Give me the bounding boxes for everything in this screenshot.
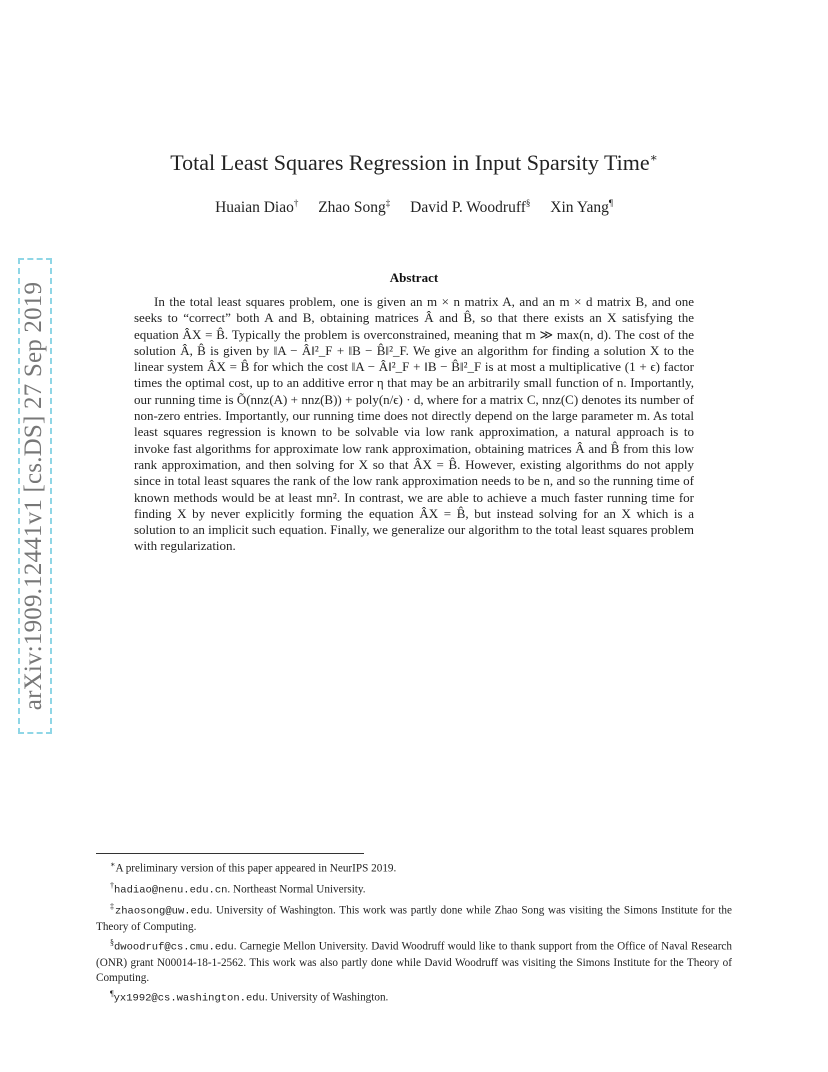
footnote-email: yx1992@cs.washington.edu bbox=[113, 993, 265, 1006]
footnote-mark: ¶ bbox=[110, 989, 114, 999]
footnote-email: hadiao@nenu.edu.cn bbox=[114, 884, 228, 897]
author-name: Zhao Song bbox=[318, 199, 386, 217]
footnotes bbox=[96, 857, 732, 1007]
footnote-text: A preliminary version of this paper appeared in NeurIPS 2019. bbox=[115, 862, 397, 875]
footnote-2 bbox=[96, 878, 732, 899]
author-list bbox=[96, 198, 732, 217]
footnote-divider bbox=[96, 853, 364, 854]
footnote-text: . Carnegie Mellon University. David Woodruff would like to thank support from the Office of Naval Research (ONR) grant N00014-18-1-2562. This work was also partly done while David Woodruff was visiting the Simons Institute for the Theory of Computing. bbox=[96, 940, 732, 985]
paper-title bbox=[96, 150, 732, 176]
author-mark: ‡ bbox=[385, 198, 391, 208]
footnote-1 bbox=[96, 857, 732, 878]
footnote-4 bbox=[96, 935, 732, 986]
footnote-email: zhaosong@uw.edu bbox=[114, 905, 210, 918]
footnote-text: . University of Washington. bbox=[264, 992, 389, 1005]
footnote-mark: † bbox=[110, 880, 114, 890]
author-1 bbox=[215, 199, 298, 216]
footnote-5 bbox=[96, 986, 732, 1007]
footnote-3 bbox=[96, 899, 732, 935]
author-name: Xin Yang bbox=[550, 199, 609, 217]
arxiv-identifier: arXiv:1909.12441v1 [cs.DS] 27 Sep 2019 bbox=[20, 281, 47, 711]
author-name: Huaian Diao bbox=[215, 199, 294, 217]
author-2 bbox=[318, 199, 390, 216]
abstract-heading: Abstract bbox=[389, 270, 439, 285]
footnote-email: dwoodruf@cs.cmu.edu bbox=[114, 941, 234, 954]
author-mark: ¶ bbox=[608, 198, 613, 208]
author-mark: § bbox=[525, 198, 531, 208]
title-footnote-mark: ∗ bbox=[649, 150, 658, 165]
footnote-mark: ∗ bbox=[110, 860, 116, 869]
footnote-text: . Northeast Normal University. bbox=[227, 883, 366, 896]
footnote-mark: § bbox=[110, 938, 114, 948]
author-4 bbox=[550, 199, 613, 216]
footnote-text: . University of Washington. This work was partly done while Zhao Song was visiting the Simons Institute for the Theory of Computing. bbox=[96, 904, 732, 933]
abstract-body: In the total least squares problem, one is given an m × n matrix A, and an m × d matrix B, and one seeks to “correct” both A and B, obtaining matrices Â and B̂, so that there exists an X satisfying the equation ÂX = B̂. Typically the problem is overconstrained, meaning that m ≫ max(n, d). The cost of the solution Â, B̂ is given by ‖A − Â‖²_F + ‖B − B̂‖²_F. We give an algorithm for finding a solution X to the linear system ÂX = B̂ for which the cost ‖A − Â‖²_F + ‖B − B̂‖²_F is at most a multiplicative (1 + ϵ) factor times the optimal cost, up to an additive error η that may be an arbitrarily small function of n. Importantly, our running time is Õ(nnz(A) + nnz(B)) + poly(n/ϵ) · d, where for a matrix C, nnz(C) denotes its number of non-zero entries. Importantly, our running time does not directly depend on the large parameter m. As total least squares regression is known to be solvable via low rank approximation, a natural approach is to invoke fast algorithms for approximate low rank approximation, obtaining matrices Â and B̂ from this low rank approximation, and then solving for X so that ÂX = B̂. However, existing algorithms do not apply since in total least squares the rank of the low rank approximation needs to be n, and so the running time of known methods would be at least mn². In contrast, we are able to achieve a much faster running time for finding X by never explicitly forming the equation ÂX = B̂, but instead solving for an X which is a solution to an implicit such equation. Finally, we generalize our algorithm to the total least squares problem with regularization. bbox=[134, 294, 694, 554]
author-name: David P. Woodruff bbox=[410, 199, 526, 217]
author-mark: † bbox=[293, 198, 299, 208]
footnote-mark: ‡ bbox=[110, 901, 115, 911]
author-3 bbox=[410, 199, 530, 216]
paper-title-text: Total Least Squares Regression in Input Sparsity Time bbox=[170, 150, 650, 175]
